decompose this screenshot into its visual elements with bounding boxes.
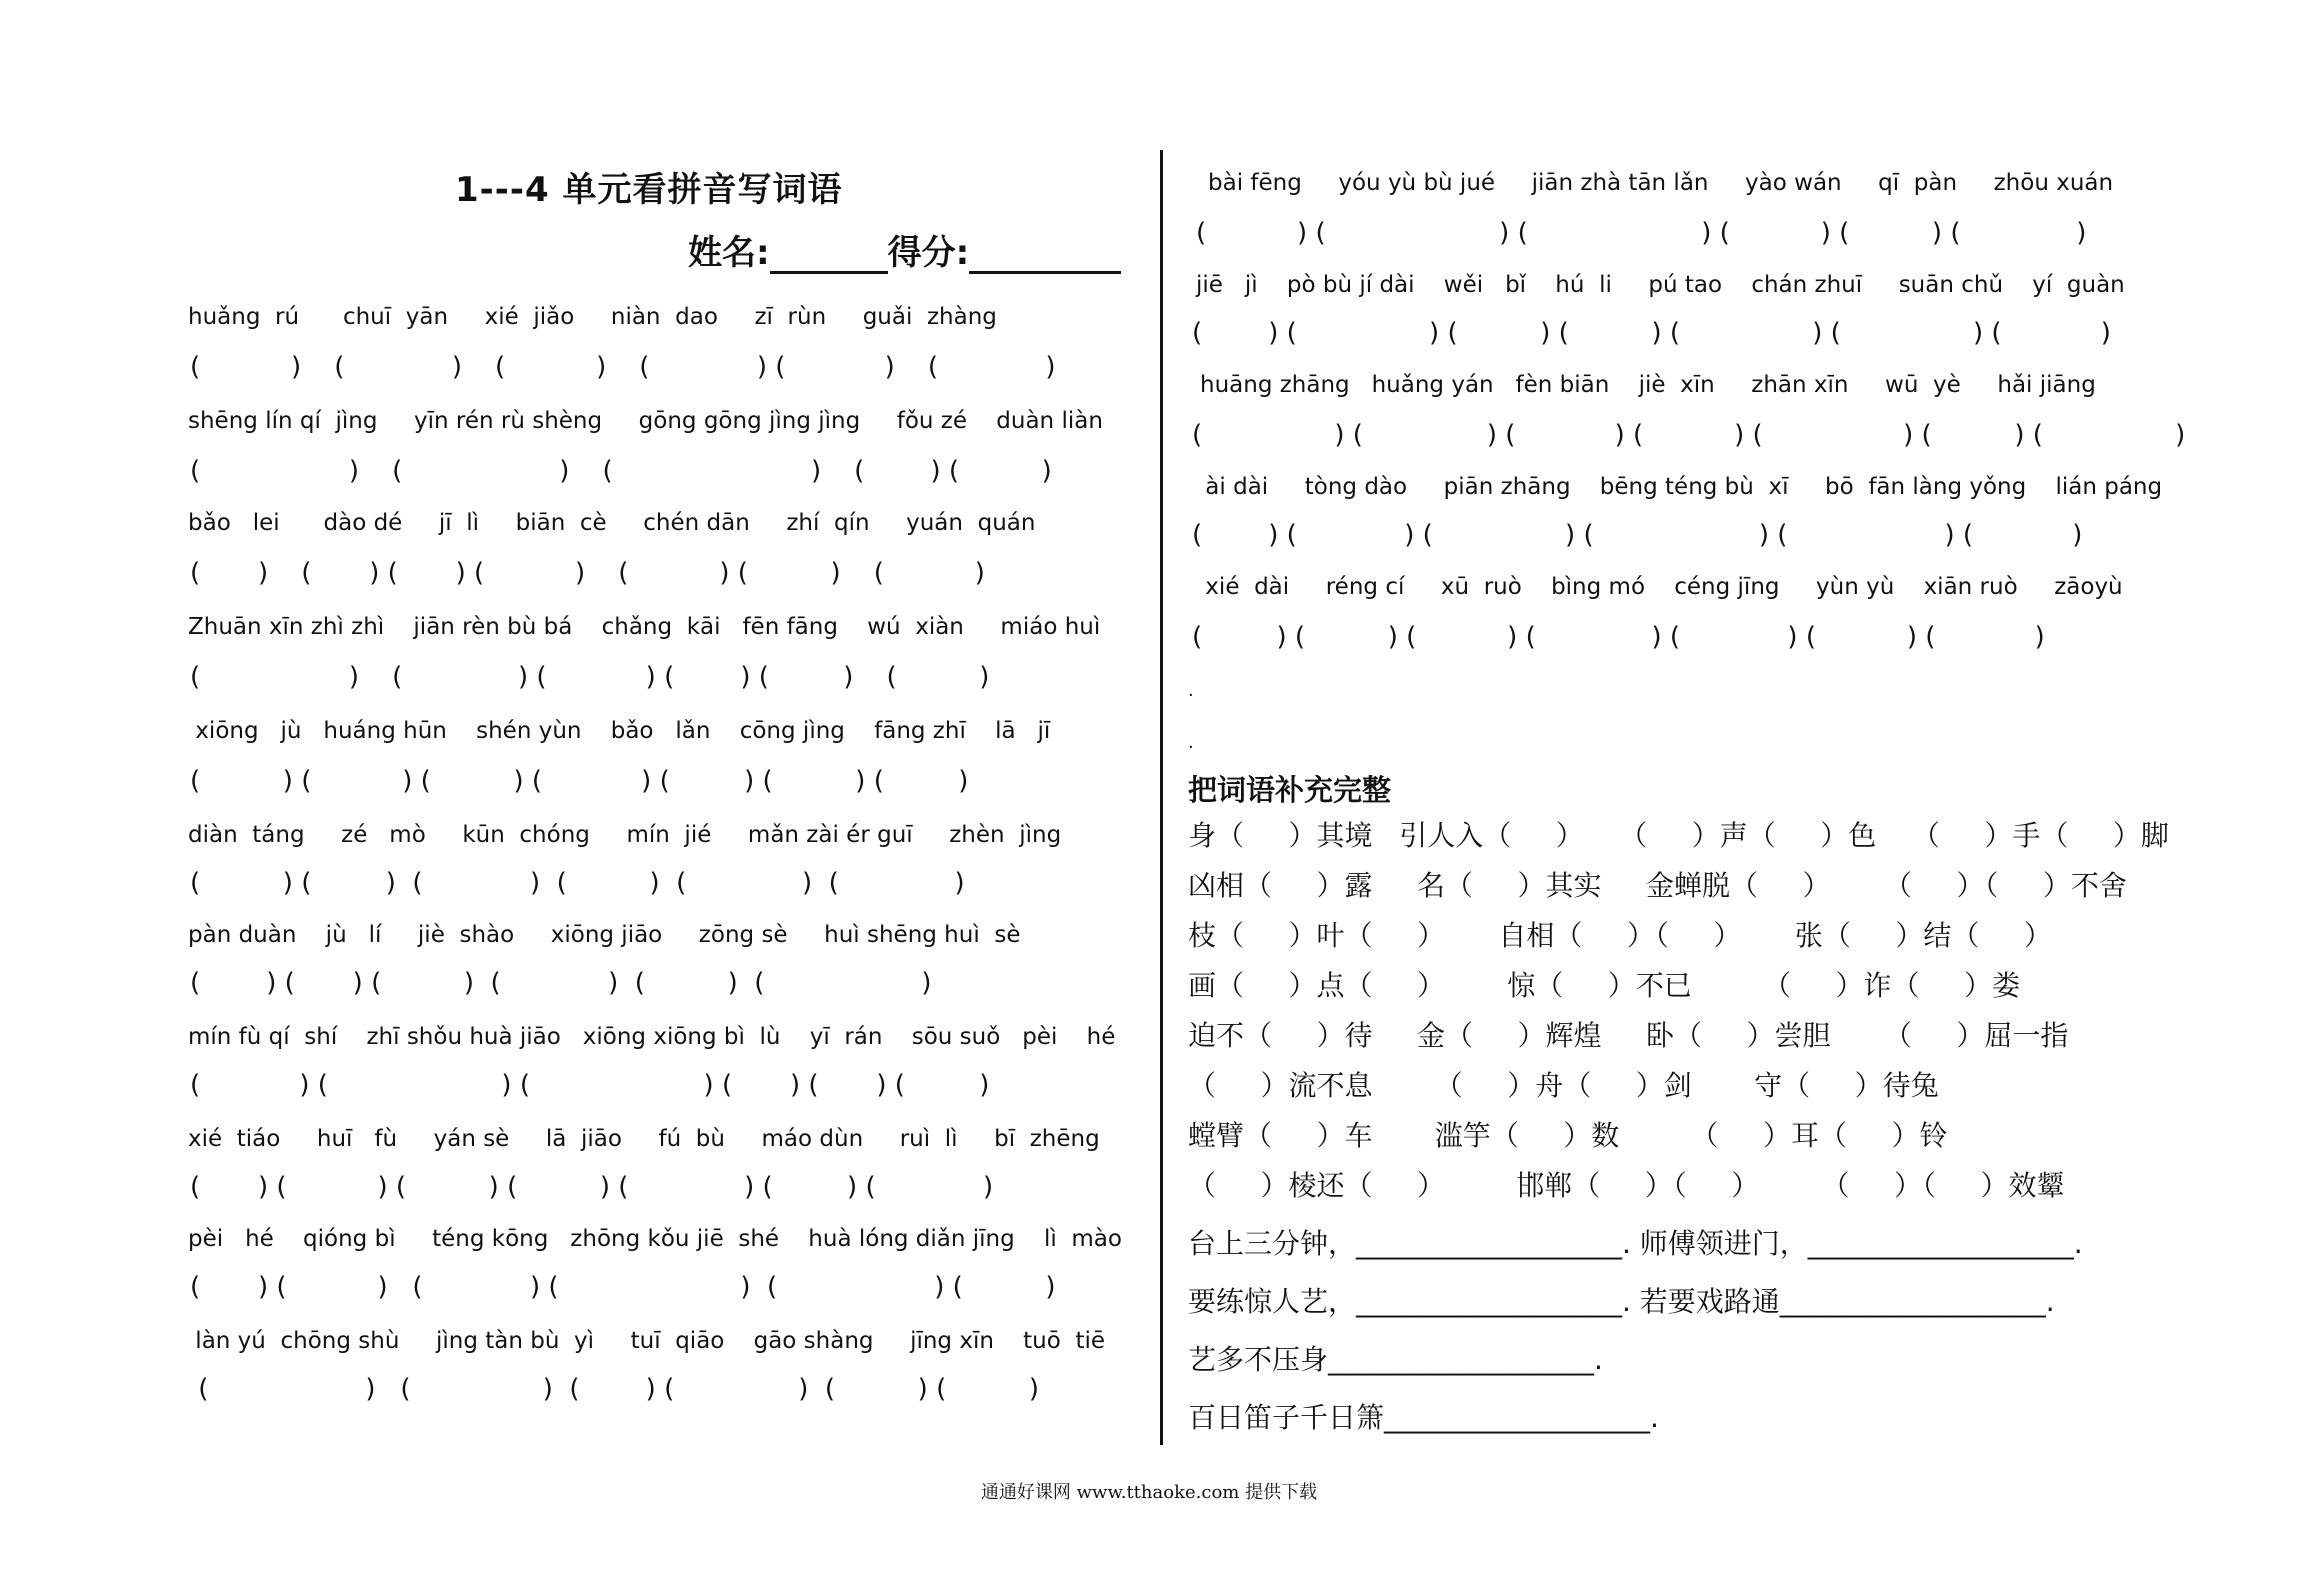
pinyin-row: làn yú chōng shù jìng tàn bù yì tuī qiāo gāo shàng jīng xīn tuō tiē [188, 1328, 1106, 1354]
answer-brackets[interactable]: ( ) ( ) ( ) ( ) ( ) ( ) ( ) [190, 1172, 994, 1202]
fill-line[interactable]: （ ）流不息 （ ）舟（ ）剑 守（ ）待兔 [1188, 1069, 1939, 1102]
footer-credit: 通通好课网 www.tthaoke.com 提供下载 [980, 1482, 1318, 1503]
pinyin-row: bài fēng yóu yù bù jué jiān zhà tān lǎn yào wán qī pàn zhōu xuán [1208, 170, 2114, 196]
column-divider [1160, 150, 1163, 1445]
name-label: 姓名: [688, 233, 770, 273]
fill-line[interactable]: （ ）棱还（ ） 邯郸（ ）（ ） （ ）（ ）效颦 [1188, 1169, 2065, 1202]
answer-brackets[interactable]: ( ) ( ) ( ) ( ) ( ) ( ) ( ) [190, 766, 969, 796]
fill-line[interactable]: 迫不（ ）待 金（ ）辉煌 卧（ ）尝胆 （ ）屈一指 [1188, 1019, 2069, 1052]
stray-dot: . [1188, 732, 1194, 753]
pinyin-row: ài dài tòng dào piān zhāng bēng téng bù xī bō fān làng yǒng lián páng [1198, 474, 2163, 500]
stray-dot: . [1188, 680, 1194, 701]
pinyin-row: mín fù qí shí zhī shǒu huà jiāo xiōng xiōng bì lù yī rán sōu suǒ pèi hé [188, 1024, 1116, 1050]
answer-brackets[interactable]: ( ) ( ) ( ) ( ) ( ) ( ) [190, 968, 932, 998]
answer-brackets[interactable]: ( ) ( ) ( ) ( ) ( ) ( ) ( ) [190, 558, 985, 588]
pinyin-row: pàn duàn jù lí jiè shào xiōng jiāo zōng sè huì shēng huì sè [188, 922, 1021, 948]
score-label: 得分: [887, 233, 970, 273]
fill-line[interactable]: 螳臂（ ）车 滥竽（ ）数 （ ）耳（ ）铃 [1188, 1119, 1948, 1152]
fill-line[interactable]: 枝（ ）叶（ ） 自相（ ）（ ） 张（ ）结（ ） [1188, 919, 2052, 952]
fill-section-title: 把词语补充完整 [1188, 773, 1392, 807]
pinyin-row: huǎng rú chuī yān xié jiǎo niàn dao zī rùn guǎi zhàng [188, 304, 997, 330]
pinyin-row: Zhuān xīn zhì zhì jiān rèn bù bá chǎng kāi fēn fāng wú xiàn miáo huì [188, 614, 1101, 640]
pinyin-row: huāng zhāng huǎng yán fèn biān jiè xīn zhān xīn wū yè hǎi jiāng [1200, 372, 2096, 398]
answer-brackets[interactable]: ( ) ( ) ( ) ( ) ( ) ( ) [190, 1374, 1040, 1404]
score-blank[interactable] [969, 237, 1121, 274]
answer-brackets[interactable]: ( ) ( ) ( ) ( ) ( ) ( ) [1192, 520, 2083, 550]
answer-brackets[interactable]: ( ) ( ) ( ) ( ) ( ) ( ) [1196, 218, 2087, 248]
answer-brackets[interactable]: ( ) ( ) ( ) ( ) ( ) ( ) [190, 1070, 990, 1100]
pinyin-row: xiōng jù huáng hūn shén yùn bǎo lǎn cōng jìng fāng zhī lā jī [188, 718, 1051, 744]
answer-brackets[interactable]: ( ) ( ) ( ) ( ) ( ) ( ) ( ) [1192, 622, 2045, 652]
answer-brackets[interactable]: ( ) ( ) ( ) ( ) ( ) ( ) ( ) [1192, 318, 2111, 348]
pinyin-row: pèi hé qióng bì téng kōng zhōng kǒu jiē shé huà lóng diǎn jīng lì mào [188, 1226, 1122, 1252]
fill-line[interactable]: 凶相（ ）露 名（ ）其实 金蝉脱（ ） （ ）（ ）不舍 [1188, 869, 2127, 902]
name-blank[interactable] [770, 237, 888, 274]
answer-brackets[interactable]: ( ) ( ) ( ) ( ) ( ) [190, 456, 1052, 486]
proverb-line[interactable]: 要练惊人艺，___________________. 若要戏路通___________________. [1188, 1285, 2055, 1318]
pinyin-row: bǎo lei dào dé jī lì biān cè chén dān zhí qín yuán quán [188, 510, 1036, 536]
proverb-line[interactable]: 台上三分钟，___________________. 师傅领进门，___________________. [1188, 1227, 2083, 1260]
pinyin-row: shēng lín qí jìng yīn rén rù shèng gōng gōng jìng jìng fǒu zé duàn liàn [188, 408, 1103, 434]
answer-brackets[interactable]: ( ) ( ) ( ) ( ) ( ) ( ) ( ) [1192, 420, 2186, 450]
name-score-line [688, 225, 1121, 274]
pinyin-row: diàn táng zé mò kūn chóng mín jié mǎn zài ér guī zhèn jìng [188, 822, 1062, 848]
proverb-line[interactable]: 百日笛子千日箫___________________. [1188, 1401, 1659, 1434]
answer-brackets[interactable]: ( ) ( ) ( ) ( ) ( ) ( ) [190, 868, 965, 898]
fill-line[interactable]: 身（ ）其境 引人入（ ） （ ）声（ ）色 （ ）手（ ）脚 [1188, 819, 2169, 852]
proverb-line[interactable]: 艺多不压身___________________. [1188, 1343, 1603, 1376]
pinyin-row: jiē jì pò bù jí dài wěi bǐ hú li pú tao chán zhuī suān chǔ yí guàn [1196, 272, 2125, 298]
answer-brackets[interactable]: ( ) ( ) ( ) ( ) ( ) ( ) [190, 352, 1056, 382]
pinyin-row: xié tiáo huī fù yán sè lā jiāo fú bù máo dùn ruì lì bī zhēng [188, 1126, 1100, 1152]
fill-line[interactable]: 画（ ）点（ ） 惊（ ）不已 （ ）诈（ ）娄 [1188, 969, 2021, 1002]
answer-brackets[interactable]: ( ) ( ) ( ) ( ) ( ) ( ) [190, 662, 990, 692]
pinyin-row: xié dài réng cí xū ruò bìng mó céng jīng yùn yù xiān ruò zāoyù [1198, 574, 2123, 600]
answer-brackets[interactable]: ( ) ( ) ( ) ( ) ( ) ( ) [190, 1272, 1056, 1302]
page-title: 1---4 单元看拼音写词语 [455, 170, 843, 210]
